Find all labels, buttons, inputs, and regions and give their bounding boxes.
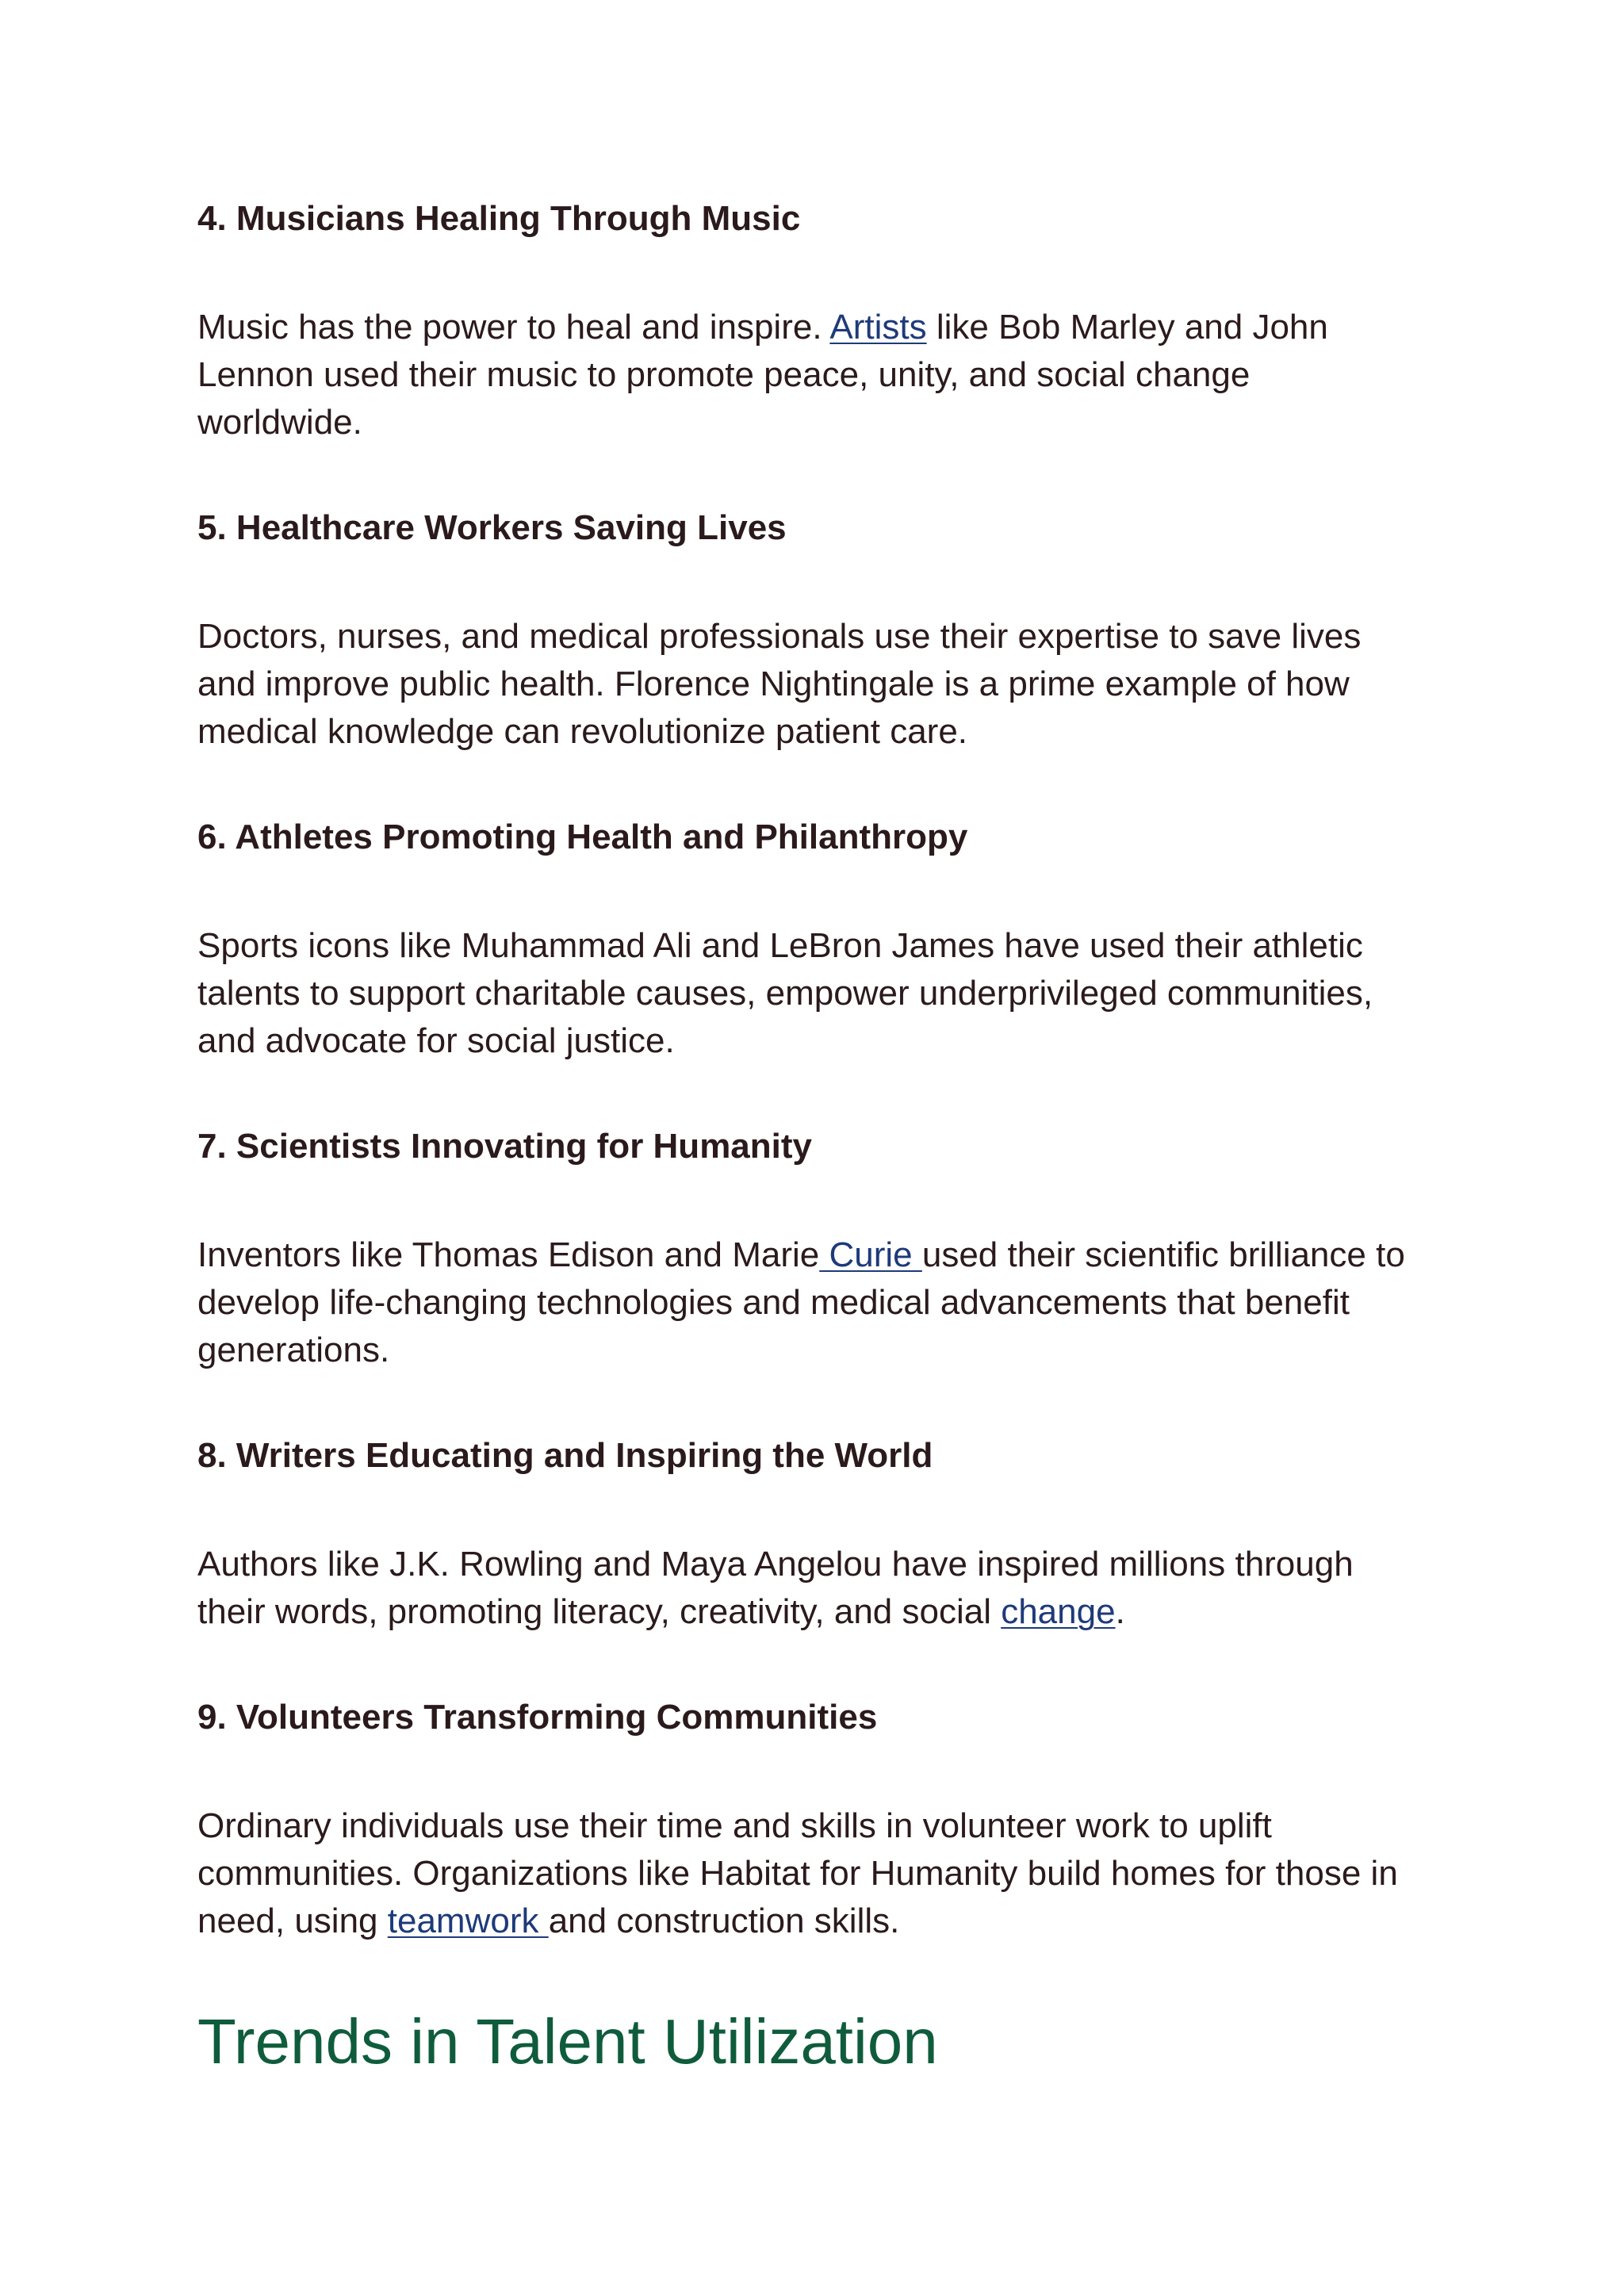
item-heading-4: 4. Musicians Healing Through Music	[197, 199, 801, 238]
item-heading-5: 5. Healthcare Workers Saving Lives	[197, 508, 787, 547]
paragraph-line: talents to support charitable causes, empower underprivileged communities,	[197, 974, 1373, 1013]
text-span: like Bob Marley and John	[926, 308, 1328, 347]
paragraph-line: Doctors, nurses, and medical professionals use their expertise to save lives	[197, 617, 1362, 656]
item-paragraph-7	[197, 1231, 1466, 1374]
item-heading-6: 6. Athletes Promoting Health and Philanthropy	[197, 818, 968, 856]
item-heading-9: 9. Volunteers Transforming Communities	[197, 1698, 878, 1737]
paragraph-line: worldwide.	[197, 403, 362, 442]
paragraph-line: and improve public health. Florence Nightingale is a prime example of how	[197, 664, 1350, 703]
text-span: and construction skills.	[548, 1901, 900, 1940]
paragraph-line	[197, 1898, 1466, 1945]
item-paragraph-5	[197, 613, 1466, 756]
paragraph-line	[197, 1588, 1466, 1636]
curie-link[interactable]: Curie	[819, 1235, 922, 1274]
paragraph-line	[197, 304, 1466, 351]
paragraph-line: and advocate for social justice.	[197, 1021, 675, 1060]
text-span: their words, promoting literacy, creativity, and social	[197, 1592, 1002, 1631]
teamwork-link[interactable]: teamwork	[387, 1901, 549, 1940]
section-title: Trends in Talent Utilization	[197, 2006, 938, 2077]
paragraph-line: Sports icons like Muhammad Ali and LeBron James have used their athletic	[197, 926, 1363, 965]
paragraph-line	[197, 1231, 1466, 1279]
paragraph-line: medical knowledge can revolutionize patient care.	[197, 712, 968, 751]
item-heading-8: 8. Writers Educating and Inspiring the World	[197, 1436, 933, 1475]
paragraph-line: generations.	[197, 1331, 390, 1369]
item-paragraph-6	[197, 922, 1466, 1065]
paragraph-line: Authors like J.K. Rowling and Maya Angelou have inspired millions through	[197, 1545, 1354, 1584]
item-paragraph-4	[197, 304, 1466, 446]
change-link[interactable]: change	[1001, 1592, 1116, 1631]
paragraph-line: Ordinary individuals use their time and skills in volunteer work to uplift	[197, 1806, 1272, 1845]
paragraph-line: communities. Organizations like Habitat for Humanity build homes for those in	[197, 1854, 1398, 1893]
item-paragraph-9	[197, 1802, 1466, 1945]
text-span: Music has the power to heal and inspire.	[197, 308, 830, 347]
item-heading-7: 7. Scientists Innovating for Humanity	[197, 1127, 813, 1166]
paragraph-line: develop life-changing technologies and medical advancements that benefit	[197, 1283, 1350, 1322]
text-span: need, using	[197, 1901, 388, 1940]
text-span: used their scientific brilliance to	[921, 1235, 1405, 1274]
text-span: .	[1115, 1592, 1125, 1631]
text-span: Inventors like Thomas Edison and Marie	[197, 1235, 820, 1274]
paragraph-line: Lennon used their music to promote peace, unity, and social change	[197, 355, 1251, 394]
item-paragraph-8	[197, 1541, 1466, 1636]
artists-link[interactable]: Artists	[829, 308, 927, 347]
